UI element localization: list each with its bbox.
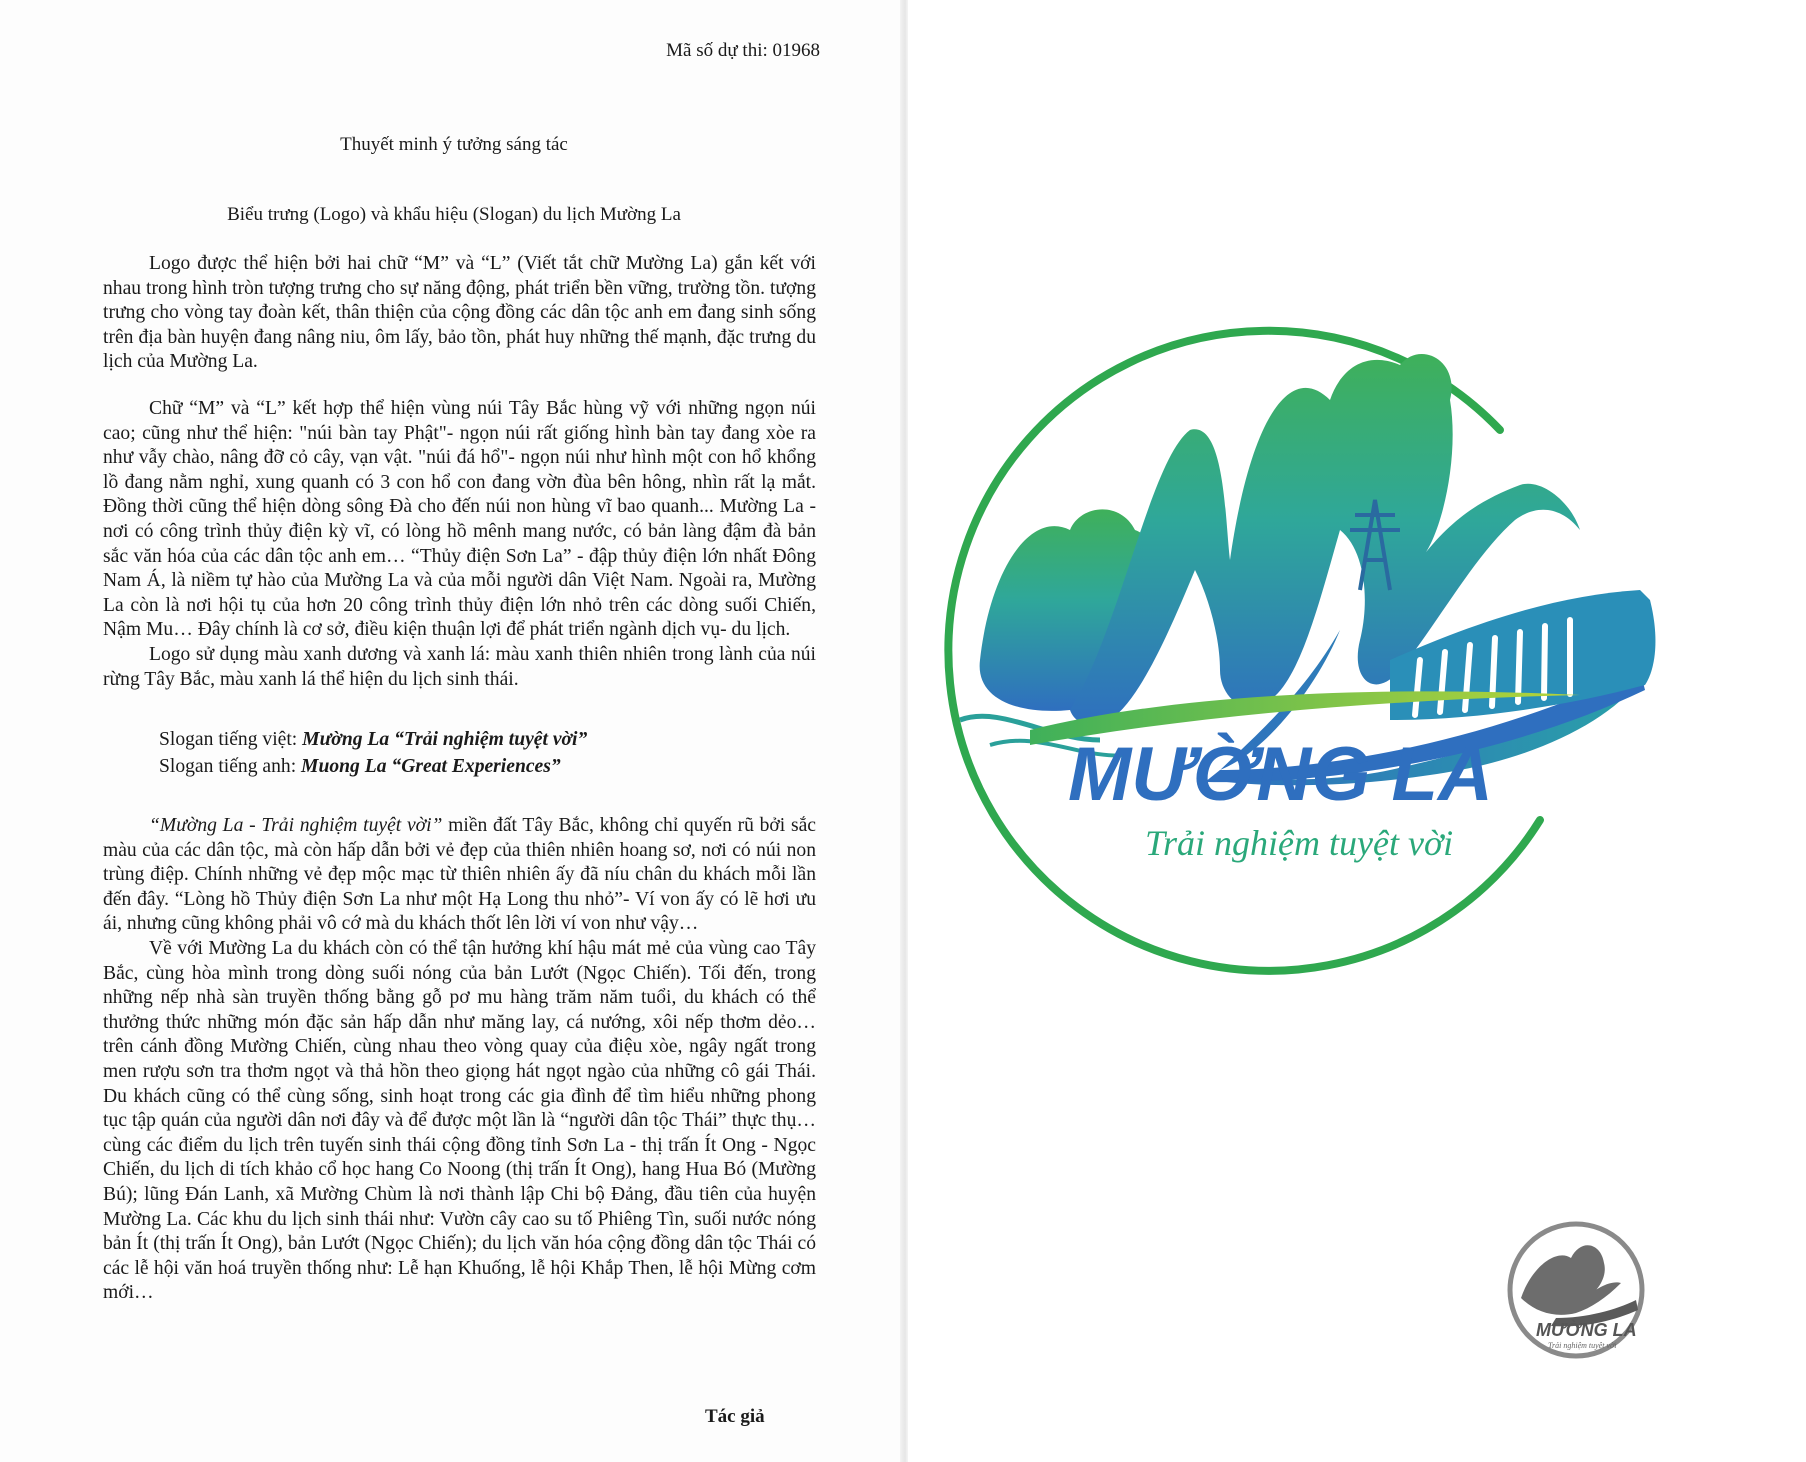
- paragraph-logo-meaning: Logo được thể hiện bởi hai chữ “M” và “L” (Viết tắt chữ Mường La) gắn kết với nhau trong hình tròn tượng trưng cho sự năng động, phát triển bền vững, trường tồn. tượng trưng cho vòng tay đoàn kết, thân thiện của cộng đồng các dân tộc anh em đang sinh sống trên địa bàn huyện đang nâng niu, ôm lấy, bảo tồn, phát huy những thế mạnh, đặc trưng du lịch của Mường La.: [103, 253, 816, 373]
- small-logo-name: MƯỜNG LA: [1536, 1320, 1637, 1340]
- slogans: [103, 726, 816, 780]
- closing-lead: “Mường La - Trải nghiệm tuyệt vời”: [149, 815, 443, 837]
- document-subtitle: Biểu trưng (Logo) và khẩu hiệu (Slogan) du lịch Mường La: [227, 204, 681, 225]
- closing-paragraph-1: miền đất Tây Bắc, không chỉ quyến rũ bởi sắc màu của các dân tộc, mà còn hấp dẫn bởi vẻ đẹp của thiên nhiên hoang sơ, nơi có núi non trùng điệp. Chính những vẻ đẹp mộc mạc từ thiên nhiên ấy đã níu chân du khách mỗi lần đến đây. “Lòng hồ Thủy điện Sơn La như một Hạ Long thu nhỏ”- Ví von ấy có lẽ hơi ưu ái, nhưng cũng không phải vô cớ mà du khách thốt lên lời ví von như vậy…: [103, 815, 816, 935]
- document-title: Thuyết minh ý tưởng sáng tác: [340, 134, 568, 155]
- paragraph-colors: Logo sử dụng màu xanh dương và xanh lá: màu xanh thiên nhiên trong lành của núi rừng Tây Bắc, màu xanh lá thể hiện du lịch sinh thái.: [103, 643, 816, 690]
- body-text: [103, 252, 816, 1306]
- paragraph-m-l-meaning: Chữ “M” và “L” kết hợp thể hiện vùng núi Tây Bắc hùng vỹ với những ngọn núi cao; cũng như thể hiện: "núi bàn tay Phật"- ngọn núi rất giống hình bàn tay đang xòe ra như vẫy chào, nâng đỡ cỏ cây, vạn vật. "núi đá hổ"- ngọn núi như hình một con hổ khổng lồ đang nằm nghỉ, xung quanh có 3 con hổ con đang vờn đùa bên hông, nhìn rất lạ mắt. Đồng thời cũng thể hiện dòng sông Đà cho đến núi non hùng vĩ bao quanh... Mường La - nơi có công trình thủy điện kỳ vĩ, có lòng hồ mênh mang nước, có bản làng đậm đà bản sắc văn hóa của các dân tộc anh em… “Thủy điện Sơn La” - đập thủy điện lớn nhất Đông Nam Á, là niềm tự hào của Mường La và của mỗi người dân Việt Nam. Ngoài ra, Mường La còn là nơi hội tụ của hơn 20 công trình thủy điện lớn nhỏ trên các dòng suối Chiến, Nậm Mu… Đây chính là cơ sở, điều kiện thuận lợi để phát triển ngành dịch vụ- du lịch.: [103, 397, 816, 641]
- small-logo-tagline: Trải nghiệm tuyệt vời: [1548, 1341, 1617, 1350]
- author-signature: Tác giả: [705, 1406, 765, 1427]
- slogan-vi-label: Slogan tiếng việt:: [159, 729, 298, 751]
- logo-tagline: Trải nghiệm tuyệt vời: [1145, 823, 1454, 863]
- paragraph-slogan-meaning: [103, 814, 816, 937]
- slogan-vi: Mường La “Trải nghiệm tuyệt vời”: [302, 729, 588, 751]
- paragraph-tourism: Về với Mường La du khách còn có thể tận hưởng khí hậu mát mẻ của vùng cao Tây Bắc, cùng hòa mình trong dòng suối nóng của bản Lướt (Ngọc Chiến). Tối đến, trong những nếp nhà sàn truyền thống bằng gỗ pơ mu hàng trăm năm tuổi, du khách có thể thưởng thức những món đặc sản hấp dẫn như măng lay, cá nướng, xôi nếp thơm dẻo… trên cánh đồng Mường Chiến, cùng nhau theo vòng quay của điệu xòe, ngây ngất trong men rượu sơn tra thơm ngọt và thả hồn theo giọng hát ngọt ngào của những cô gái Thái. Du khách cũng có thể cùng sống, sinh hoạt trong các gia đình để tìm hiểu những phong tục tập quán của người dân nơi đây và để được một lần là “người dân tộc Thái” thực thụ… cùng các điểm du lịch trên tuyến sinh thái cộng đồng tỉnh Sơn La - thị trấn Ít Ong - Ngọc Chiến, du lịch di tích khảo cổ học hang Co Noong (thị trấn Ít Ong), hang Hua Bó (Mường Bú); lũng Đán Lanh, xã Mường Chùm là nơi thành lập Chi bộ Đảng, đầu tiên của huyện Mường La. Các khu du lịch sinh thái như: Vườn cây cao su tố Phiêng Tìn, suối nước nóng bản Ít (thị trấn Ít Ong), bản Lướt (Ngọc Chiến); du lịch văn hóa cộng đồng dân tộc Thái có các lễ hội văn hoá truyền thống như: Lễ hạn Khuống, lễ hội Khắp Then, lễ hội Mừng cơm mới…: [103, 938, 816, 1304]
- entry-code: Mã số dự thi: 01968: [666, 40, 820, 61]
- muong-la-logo-small: [1496, 1218, 1656, 1368]
- muong-la-logo: [920, 300, 1680, 1040]
- slogan-en-line: [159, 753, 816, 780]
- slogan-en: Muong La “Great Experiences”: [301, 756, 561, 778]
- slogan-en-label: Slogan tiếng anh:: [159, 756, 297, 778]
- logo-name: MƯỜNG LA: [1068, 732, 1493, 817]
- slogan-vi-line: [159, 726, 816, 753]
